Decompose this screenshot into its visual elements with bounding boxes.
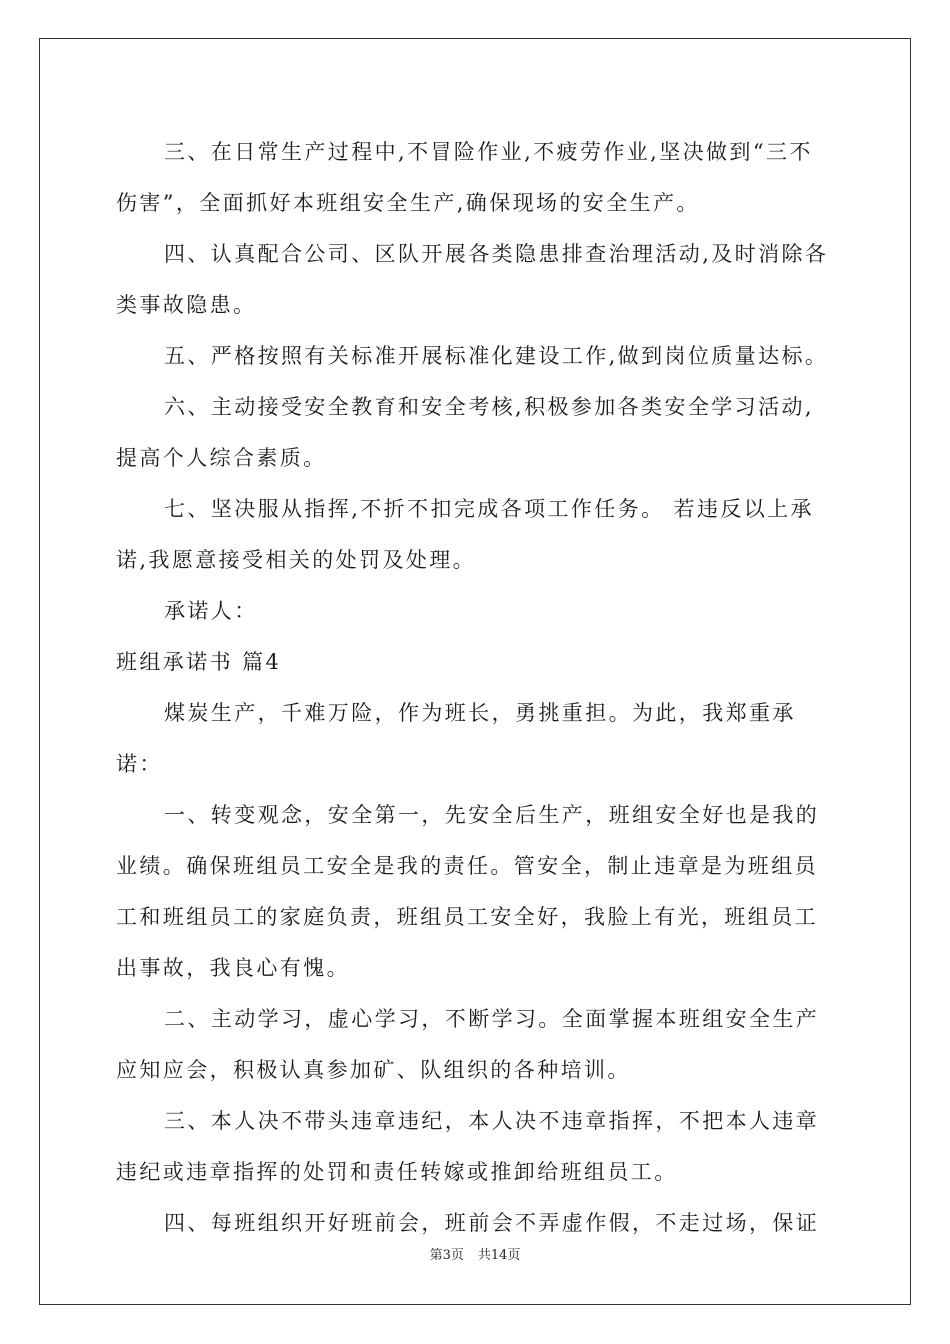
paragraph-item-4: 四、认真配合公司、区队开展各类隐患排查治理活动,及时消除各类事故隐患。: [116, 242, 829, 317]
section-item-4: 四、每班组织开好班前会，班前会不弄虚作假，不走过场，保证: [164, 1211, 820, 1235]
page-number: 第3页: [429, 1248, 464, 1263]
paragraph-item-6: 六、主动接受安全教育和安全考核,积极参加各类安全学习活动,提高个人综合素质。: [116, 395, 814, 470]
page-total: 共14页: [477, 1248, 521, 1263]
paragraph-item-5: 五、严格按照有关标准开展标准化建设工作,做到岗位质量达标。: [164, 344, 829, 368]
section-item-2: 二、主动学习，虚心学习，不断学习。全面掌握本班组安全生产应知应会，积极认真参加矿、队组织的各种培训。: [116, 1007, 820, 1082]
page-footer: [0, 1244, 950, 1263]
section-item-1: 一、转变观念，安全第一，先安全后生产，班组安全好也是我的业绩。确保班组员工安全是我的责任。管安全，制止违章是为班组员工和班组员工的家庭负责，班组员工安全好，我脸上有光，班组员工出事故，我良心有愧。: [116, 803, 820, 980]
section-intro: 煤炭生产，千难万险，作为班长，勇挑重担。为此，我郑重承诺：: [116, 701, 796, 776]
document-body: [116, 127, 836, 1249]
paragraph-item-7: 七、坚决服从指挥,不折不扣完成各项工作任务。 若违反以上承诺,我愿意接受相关的处罚及处理。: [116, 497, 814, 572]
section-heading: 班组承诺书 篇4: [116, 650, 282, 674]
signature-line: 承诺人：: [164, 599, 258, 623]
paragraph-item-3: 三、在日常生产过程中,不冒险作业,不疲劳作业,坚决做到“三不伤害”，全面抓好本班组安全生产,确保现场的安全生产。: [116, 140, 813, 215]
section-item-3: 三、本人决不带头违章违纪，本人决不违章指挥，不把本人违章违纪或违章指挥的处罚和责任转嫁或推卸给班组员工。: [116, 1109, 820, 1184]
